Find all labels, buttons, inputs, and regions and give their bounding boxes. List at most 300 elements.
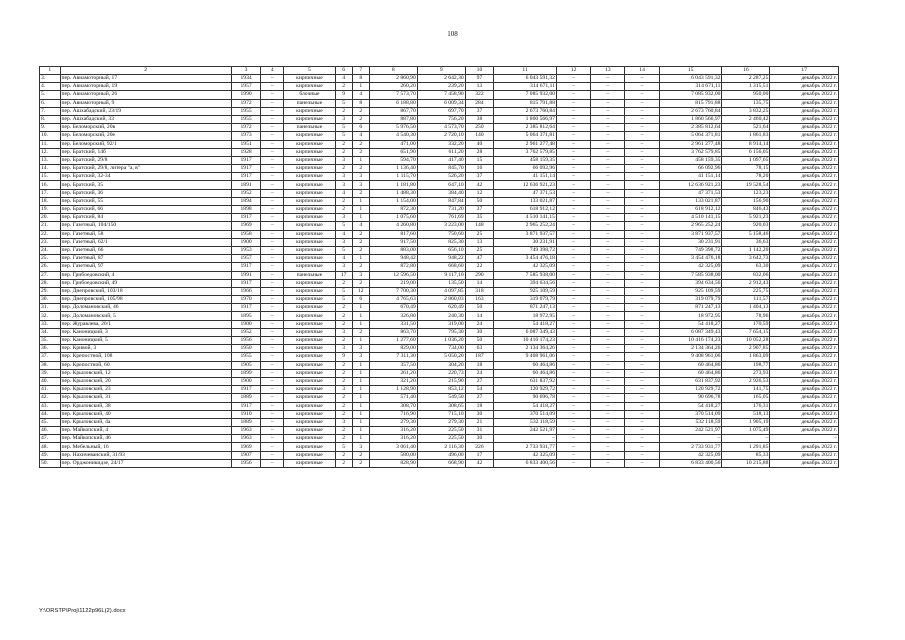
table-cell: 526,20 [417, 173, 465, 181]
table-cell: 38 [465, 115, 494, 123]
table-cell: 1 [352, 410, 369, 418]
table-cell: 2 [335, 279, 352, 287]
table-cell: 47. [40, 435, 61, 443]
table-cell: 226 [465, 443, 494, 451]
table-cell: 18 [465, 402, 494, 410]
table-cell: 3 [352, 443, 369, 451]
table-cell: 13 [465, 83, 494, 91]
table-cell: кирпичные [284, 132, 335, 140]
table-cell: 156,90 [722, 197, 770, 205]
table-cell: 594,70 [369, 156, 417, 164]
table-cell: 1966 [231, 287, 261, 295]
table-row [40, 255, 839, 263]
table-cell: 668,60 [417, 263, 465, 271]
table-row [40, 107, 839, 115]
table-cell: 12 [465, 189, 494, 197]
table-cell: 9 117,10 [417, 271, 465, 279]
table-cell: 1956 [231, 459, 261, 467]
table-cell: кирпичные [284, 230, 335, 238]
table-cell: панельные [284, 271, 335, 279]
table-cell: 815 791,88 [659, 99, 722, 107]
table-row [40, 451, 839, 459]
table-cell: декабрь 2022 г. [770, 181, 839, 189]
table-cell: декабрь 2022 г. [770, 328, 839, 336]
table-cell: – [556, 206, 590, 214]
table-cell: 66 092,96 [494, 165, 557, 173]
table-cell: – [625, 206, 659, 214]
table-cell: пер. Братский, 35 [60, 181, 231, 189]
table-cell: 78,96 [722, 312, 770, 320]
table-cell: 817,60 [369, 230, 417, 238]
table-cell: 2 134 364,26 [494, 345, 557, 353]
table-cell: – [625, 320, 659, 328]
table-cell: декабрь 2022 г. [770, 361, 839, 369]
table-cell: 394 634,56 [659, 279, 722, 287]
table-cell: 2 [352, 107, 369, 115]
table-cell: кирпичные [284, 402, 335, 410]
table-cell: 242 521,97 [659, 427, 722, 435]
table-cell: 1 [352, 418, 369, 426]
table-cell: кирпичные [284, 410, 335, 418]
table-cell: 5 976,50 [369, 124, 417, 132]
table-cell: 2 961 277,48 [659, 140, 722, 148]
table-cell: – [625, 75, 659, 83]
column-number: 8 [369, 67, 417, 75]
table-cell: 1951 [231, 140, 261, 148]
table-cell: 78,15 [722, 165, 770, 173]
table-cell: 761,69 [417, 214, 465, 222]
table-cell: – [591, 337, 625, 345]
table-cell: кирпичные [284, 353, 335, 361]
table-cell: – [556, 296, 590, 304]
table-cell: 1900 [231, 377, 261, 385]
table-cell: 2 385 812,64 [494, 124, 557, 132]
table-row [40, 402, 839, 410]
table-cell: декабрь 2022 г. [770, 443, 839, 451]
table-cell: 867,70 [369, 107, 417, 115]
table-cell: 2 [335, 435, 352, 443]
table-cell: 1 277,60 [369, 337, 417, 345]
footer-file-path: Y:\ORSTP\Proj\1122p96L(2).docx [39, 608, 126, 614]
table-row [40, 394, 839, 402]
table-cell: 60 464,86 [659, 361, 722, 369]
table-cell: пер. Братский, 55 [60, 197, 231, 205]
table-row [40, 427, 839, 435]
table-cell: – [261, 361, 284, 369]
table-cell: 370 514,09 [659, 410, 722, 418]
table-cell: 1 860 566,97 [659, 115, 722, 123]
table-cell: – [556, 132, 590, 140]
table-cell: 749 398,72 [494, 246, 557, 254]
table-cell: 54 418,27 [659, 402, 722, 410]
table-cell: 4 [335, 189, 352, 197]
table-cell: – [591, 353, 625, 361]
table-row [40, 386, 839, 394]
table-cell: 756,20 [417, 115, 465, 123]
table-cell: кирпичные [284, 246, 335, 254]
table-cell: пер. Крыловский, 4а [60, 418, 231, 426]
table-cell: декабрь 2022 г. [770, 83, 839, 91]
table-cell: 925 109,59 [659, 287, 722, 295]
table-cell: кирпичные [284, 345, 335, 353]
table-cell: кирпичные [284, 394, 335, 402]
table-cell: 1969 [231, 443, 261, 451]
table-cell: 2 [335, 361, 352, 369]
table-cell: 18 972,95 [659, 312, 722, 320]
table-cell: – [625, 312, 659, 320]
table-cell: 6 188,80 [369, 99, 417, 107]
table-cell: 1 905,19 [722, 418, 770, 426]
table-cell: – [261, 83, 284, 91]
table-cell: 123,23 [722, 189, 770, 197]
table-cell: 1917 [231, 263, 261, 271]
table-cell: 1917 [231, 304, 261, 312]
table-cell: 668,90 [417, 459, 465, 467]
table-cell: 1 181,80 [369, 181, 417, 189]
table-cell: 2 385 812,64 [659, 124, 722, 132]
table-cell: 7 585 938,00 [659, 271, 722, 279]
table-row [40, 148, 839, 156]
table-cell: 1958 [231, 230, 261, 238]
table-cell: декабрь 2022 г. [770, 156, 839, 164]
table-cell: декабрь 2022 г. [770, 296, 839, 304]
table-cell: 948,22 [417, 255, 465, 263]
table-cell: 2 [335, 107, 352, 115]
table-cell: 35 [465, 214, 494, 222]
table-cell: – [625, 443, 659, 451]
table-cell: кирпичные [284, 140, 335, 148]
table-cell: 1895 [231, 312, 261, 320]
table-cell: 7 085 932,00 [659, 91, 722, 99]
table-cell: 12 [352, 287, 369, 295]
table-cell: 2 [335, 148, 352, 156]
table-cell: 133 021,87 [659, 197, 722, 205]
table-cell: 611,20 [417, 148, 465, 156]
table-cell: – [556, 459, 590, 467]
table-cell: 308,65 [417, 402, 465, 410]
table-cell: – [591, 296, 625, 304]
table-cell: – [261, 148, 284, 156]
table-cell: 12 636 921,23 [659, 181, 722, 189]
table-cell: декабрь 2022 г. [770, 345, 839, 353]
table-cell: пер. Газетный, 62/1 [60, 238, 231, 246]
table-cell: – [261, 206, 284, 214]
table-cell: – [556, 451, 590, 459]
table-cell: 618 912,12 [659, 206, 722, 214]
table-cell: 225,50 [417, 427, 465, 435]
table-cell: – [625, 361, 659, 369]
table-cell: 3 223,00 [417, 222, 465, 230]
table-cell: 4 [335, 230, 352, 238]
table-cell: 750,60 [417, 230, 465, 238]
table-cell: 2 [352, 140, 369, 148]
table-cell: 731,20 [417, 206, 465, 214]
table-cell: 670,49 [369, 304, 417, 312]
table-cell: декабрь 2022 г. [770, 206, 839, 214]
table-cell: декабрь 2022 г. [770, 337, 839, 345]
table-cell: – [625, 304, 659, 312]
table-cell: кирпичные [284, 189, 335, 197]
table-row [40, 271, 839, 279]
table-cell: 25 [465, 230, 494, 238]
table-cell: 284 [465, 99, 494, 107]
table-cell: – [556, 320, 590, 328]
table-row [40, 279, 839, 287]
table-cell: декабрь 2022 г. [770, 287, 839, 295]
table-cell: кирпичные [284, 435, 335, 443]
table-cell: 1 115,70 [369, 173, 417, 181]
column-number: 11 [494, 67, 557, 75]
table-cell: – [261, 263, 284, 271]
table-cell: – [625, 173, 659, 181]
table-row [40, 377, 839, 385]
table-cell: – [625, 263, 659, 271]
column-number: 2 [60, 67, 231, 75]
table-cell: 54 [465, 386, 494, 394]
table-cell: – [261, 435, 284, 443]
table-cell: 50 [465, 304, 494, 312]
table-cell: – [556, 337, 590, 345]
table-cell: 357,50 [369, 361, 417, 369]
table-cell: 30 [465, 435, 494, 443]
table-cell: – [556, 83, 590, 91]
table-cell: – [556, 189, 590, 197]
table-cell: декабрь 2022 г. [770, 353, 839, 361]
table-cell: – [625, 369, 659, 377]
table-cell: пер. Орджоникидзе, 24/17 [60, 459, 231, 467]
table-cell: 883,00 [369, 246, 417, 254]
table-cell: – [556, 287, 590, 295]
table-row [40, 83, 839, 91]
table-cell: – [556, 148, 590, 156]
table-cell: 6 087 349,43 [494, 328, 557, 336]
table-cell: 3 061,40 [369, 443, 417, 451]
table-cell: 4. [40, 83, 61, 91]
table-cell: 1955 [231, 353, 261, 361]
table-cell: – [625, 230, 659, 238]
table-cell: – [556, 222, 590, 230]
table-cell: – [591, 369, 625, 377]
table-row [40, 320, 839, 328]
table-cell: – [261, 165, 284, 173]
table-cell: – [261, 246, 284, 254]
table-cell: декабрь 2022 г. [770, 369, 839, 377]
table-cell: пер. Крепостной, 108 [60, 353, 231, 361]
table-cell: 847,84 [417, 197, 465, 205]
table-cell: декабрь 2022 г. [770, 263, 839, 271]
table-cell: 917,50 [369, 238, 417, 246]
table-cell: 2 [352, 189, 369, 197]
table-cell: 54 418,27 [494, 320, 557, 328]
table-cell: – [261, 115, 284, 123]
table-cell: – [556, 304, 590, 312]
table-cell: 321,20 [369, 377, 417, 385]
table-cell: 24 [465, 320, 494, 328]
table-cell: – [625, 189, 659, 197]
table-cell: кирпичные [284, 443, 335, 451]
column-number: 14 [625, 67, 659, 75]
table-cell: – [261, 124, 284, 132]
table-cell: 1917 [231, 214, 261, 222]
column-number: 13 [591, 67, 625, 75]
table-cell: – [625, 238, 659, 246]
table-cell: – [556, 173, 590, 181]
table-cell: 872,80 [369, 263, 417, 271]
table-cell: 1972 [231, 99, 261, 107]
table-cell: 1957 [231, 83, 261, 91]
table-cell: 458 159,35 [659, 156, 722, 164]
table-cell: 6 043 591,32 [494, 75, 557, 83]
table-cell: 21. [40, 222, 61, 230]
table-cell: – [625, 402, 659, 410]
table-cell: 14 [465, 312, 494, 320]
table-cell: 47 371,53 [659, 189, 722, 197]
table-cell: – [625, 337, 659, 345]
table-cell: – [625, 377, 659, 385]
table-row [40, 206, 839, 214]
table-cell: – [591, 165, 625, 173]
table-cell: – [591, 75, 625, 83]
table-cell: 85,33 [722, 451, 770, 459]
table-cell: 1 [352, 312, 369, 320]
table-cell: 4 [352, 91, 369, 99]
table-cell: 18 [465, 361, 494, 369]
table-cell: 12. [40, 148, 61, 156]
table-cell: 5 [335, 296, 352, 304]
table-cell: – [556, 75, 590, 83]
table-cell: 240,30 [417, 312, 465, 320]
table-cell: 1 291,85 [722, 443, 770, 451]
table-cell: 17 [335, 271, 352, 279]
table-cell: кирпичные [284, 451, 335, 459]
table-cell: декабрь 2022 г. [770, 402, 839, 410]
table-cell: – [591, 271, 625, 279]
table-cell: кирпичные [284, 206, 335, 214]
table-cell: 1972 [231, 124, 261, 132]
table-cell: – [591, 197, 625, 205]
table-cell: 39. [40, 369, 61, 377]
table-cell: 13 [465, 238, 494, 246]
table-cell: 5 [335, 132, 352, 140]
table-cell: 1955 [231, 107, 261, 115]
table-cell: 1917 [231, 279, 261, 287]
table-cell: 46. [40, 427, 61, 435]
table-cell: 4 510 141,15 [659, 214, 722, 222]
table-cell: 133 021,87 [494, 197, 557, 205]
table-cell: 163 [465, 296, 494, 304]
table-cell: 30. [40, 296, 61, 304]
table-cell: 60 464,86 [659, 369, 722, 377]
table-cell: 795,30 [417, 328, 465, 336]
table-cell: 225,75 [722, 287, 770, 295]
table-cell: – [556, 345, 590, 353]
table-cell: – [556, 394, 590, 402]
table-cell: 3 [335, 328, 352, 336]
table-cell: 2 965 252,24 [494, 222, 557, 230]
table-cell: 27 [465, 394, 494, 402]
table-cell: 2 [352, 328, 369, 336]
table-cell: – [625, 386, 659, 394]
table-cell: 1 [352, 427, 369, 435]
table-cell: кирпичные [284, 320, 335, 328]
table-cell: 135,50 [417, 279, 465, 287]
table-cell: – [261, 189, 284, 197]
table-cell: пер. Авиамоторный, 17 [60, 75, 231, 83]
table-cell: 2 [335, 337, 352, 345]
table-cell: кирпичные [284, 83, 335, 91]
table-row [40, 304, 839, 312]
table-cell: 2 460,42 [722, 115, 770, 123]
table-cell: 5 [335, 287, 352, 295]
table-cell: – [625, 124, 659, 132]
table-cell: – [556, 402, 590, 410]
table-cell: 48. [40, 443, 61, 451]
table-cell: 6 156,05 [722, 148, 770, 156]
table-cell: 3 [335, 263, 352, 271]
table-cell: 308,70 [369, 402, 417, 410]
table-cell: декабрь 2022 г. [770, 451, 839, 459]
column-number: 7 [352, 67, 369, 75]
table-cell: 1899 [231, 369, 261, 377]
table-cell: пер. Братский, 84 [60, 214, 231, 222]
table-cell: – [625, 197, 659, 205]
table-cell: – [556, 369, 590, 377]
table-cell: кирпичные [284, 263, 335, 271]
table-cell: 925 109,59 [494, 287, 557, 295]
table-cell: – [261, 345, 284, 353]
table-cell: 14 [465, 279, 494, 287]
table-cell: 2 [335, 394, 352, 402]
table-cell: декабрь 2022 г. [770, 124, 839, 132]
table-cell: 97 [465, 75, 494, 83]
table-cell: 1963 [231, 435, 261, 443]
table-row [40, 156, 839, 164]
table-cell: 29. [40, 287, 61, 295]
table-cell: 1 [352, 435, 369, 443]
table-cell: 370 514,09 [494, 410, 557, 418]
table-cell: декабрь 2022 г. [770, 197, 839, 205]
table-cell: 1 [352, 320, 369, 328]
table-cell: кирпичные [284, 148, 335, 156]
table-cell: 36. [40, 345, 61, 353]
table-cell: кирпичные [284, 115, 335, 123]
table-cell: 38. [40, 361, 61, 369]
table-cell: 1 [352, 369, 369, 377]
table-cell: 2 733 931,77 [494, 443, 557, 451]
table-cell: 27. [40, 271, 61, 279]
table-cell: 332,20 [417, 140, 465, 148]
table-cell: – [556, 410, 590, 418]
table-cell: 656,10 [417, 246, 465, 254]
table-cell: – [591, 418, 625, 426]
table-cell: – [591, 361, 625, 369]
table-cell: 1898 [231, 206, 261, 214]
table-cell: 2 [352, 279, 369, 287]
table-cell: 1952 [231, 328, 261, 336]
table-cell: кирпичные [284, 459, 335, 467]
table-cell: 631 837,92 [659, 377, 722, 385]
table-cell: – [591, 99, 625, 107]
table-row [40, 459, 839, 467]
table-cell: 3 [352, 353, 369, 361]
table-cell: 3 762 579,85 [659, 148, 722, 156]
table-cell: – [556, 353, 590, 361]
table-row [40, 165, 839, 173]
table-cell: 7 700,30 [369, 287, 417, 295]
table-cell: 5 [335, 99, 352, 107]
table-cell: пер. Грибоедовский, 49 [60, 279, 231, 287]
table-body [40, 67, 839, 468]
